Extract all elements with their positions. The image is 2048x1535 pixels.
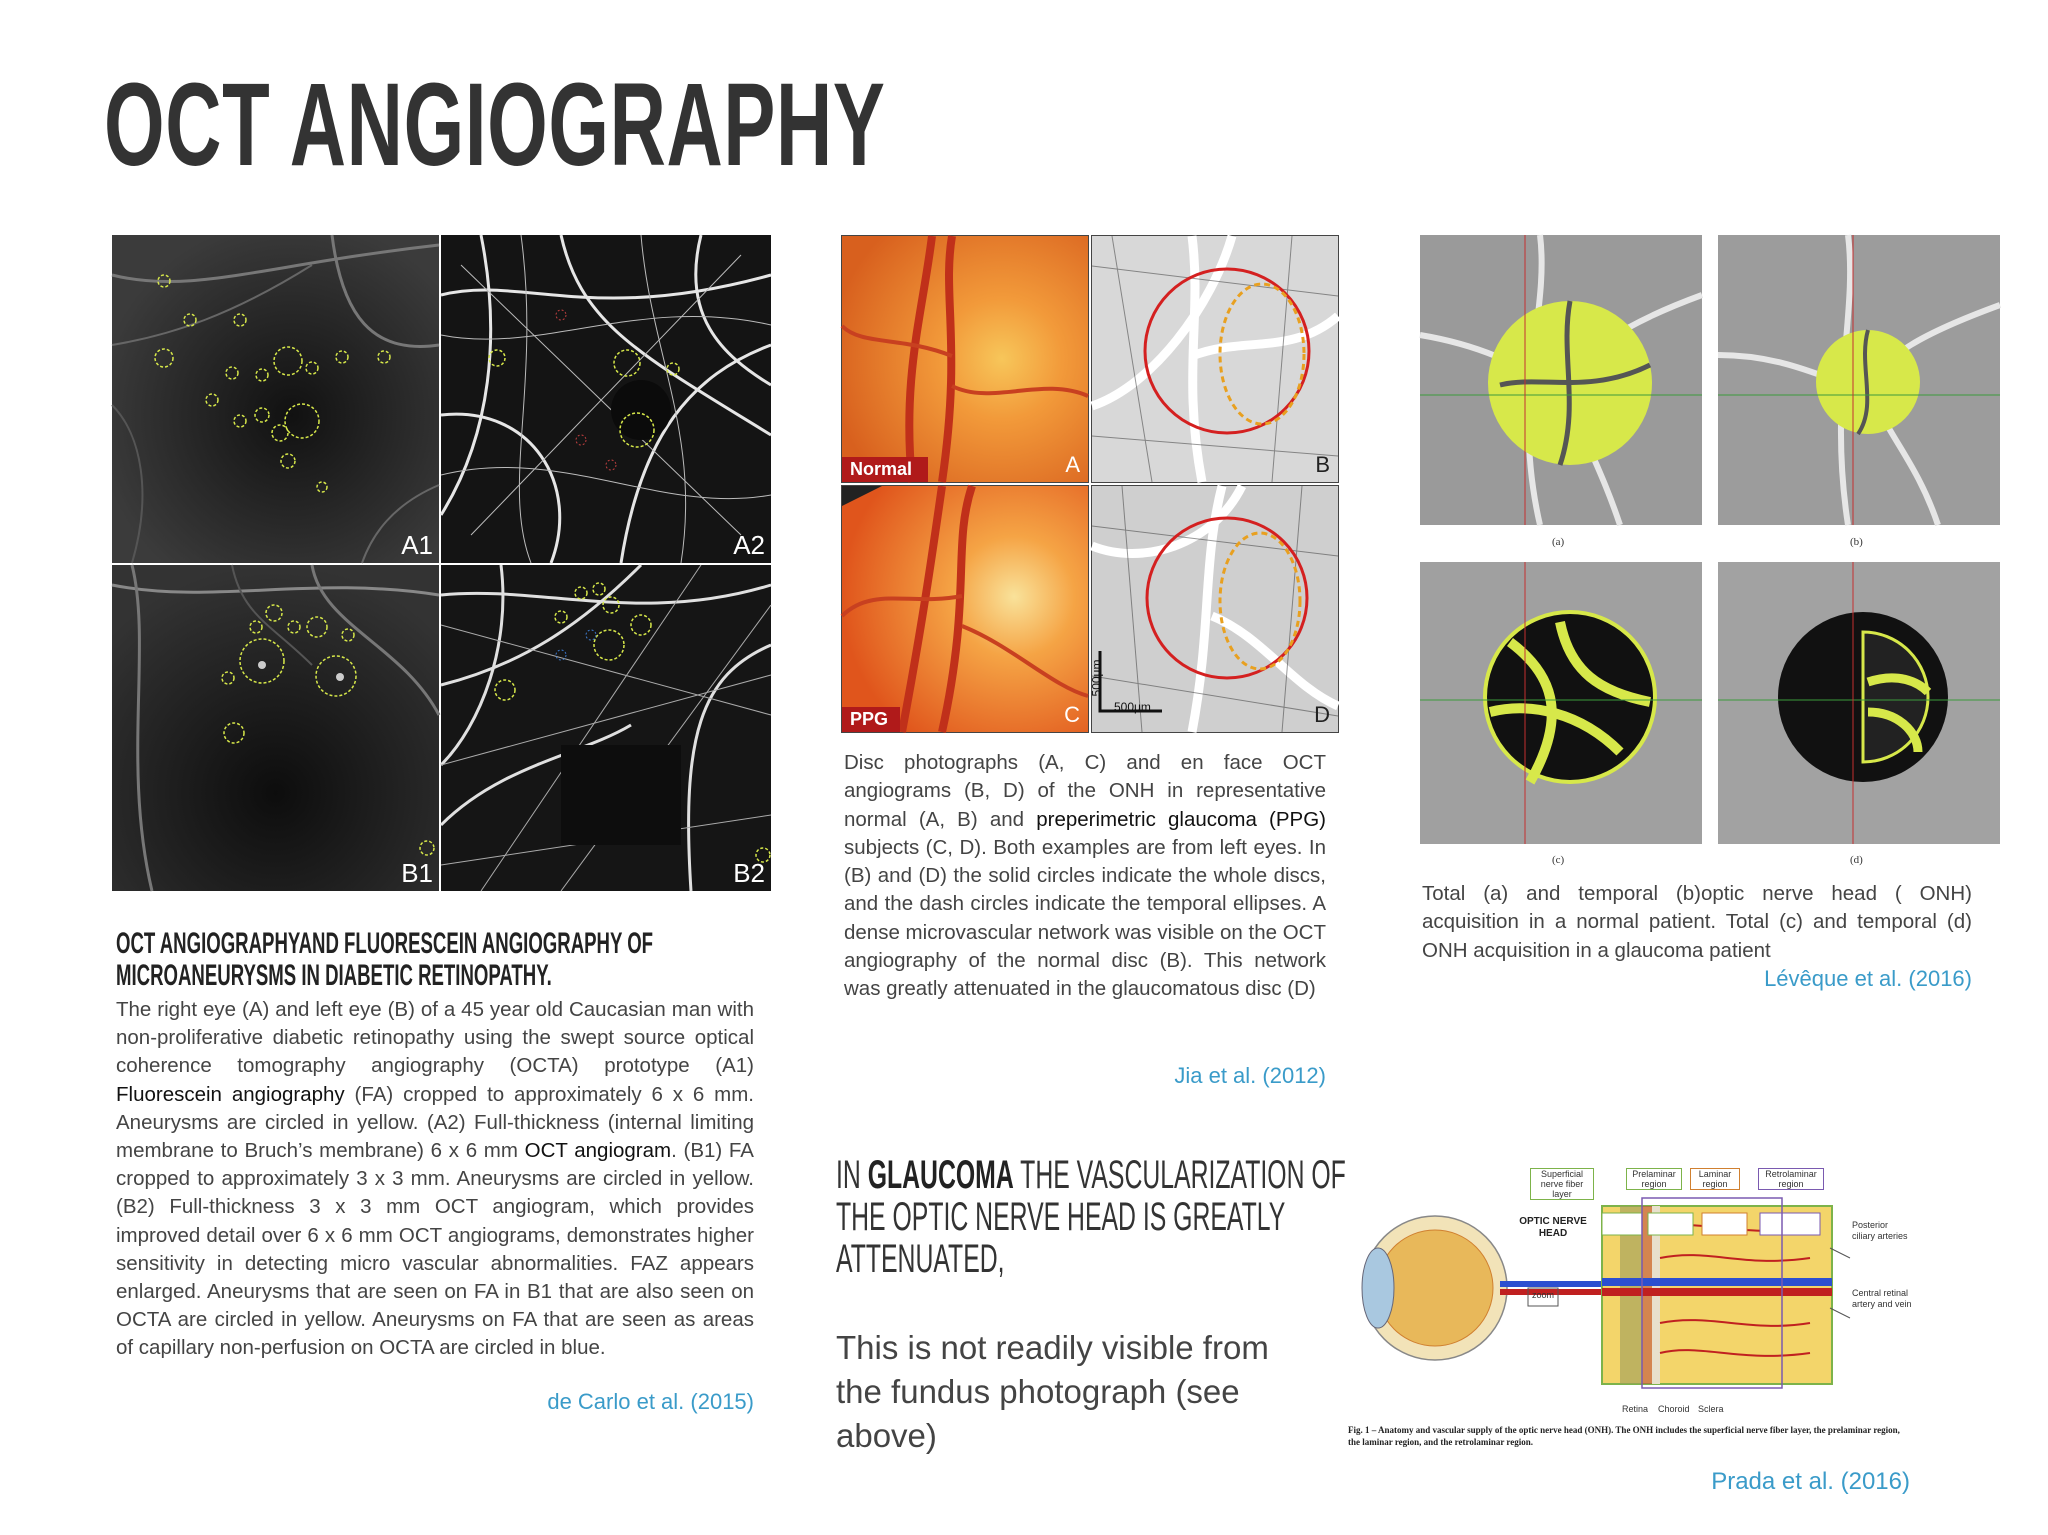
oct-angiogram-ppg — [1091, 485, 1339, 733]
oct-angiogram-normal — [1091, 235, 1339, 483]
label-ppg-badge — [842, 707, 900, 732]
onh-image — [1718, 235, 2000, 525]
figure-b1 — [112, 565, 439, 891]
onh-image — [1420, 562, 1702, 844]
figure-a1 — [112, 235, 439, 563]
left-caption-text-3: . (B1) FA cropped to approximately 3 x 3 mm. Aneurysms are circled in yellow. (B2) Full-thickness 3 x 3 mm OCT angiogram, which provides improved detail over 6 x 6 mm OCT angiograms, demonstrates higher sensitivity in detecting micro vascular abnormalities. FAZ appears enlarged. Aneurysms that are seen on FA in B1 that are also seen on OCTA are circled in yellow. Aneurysms on FA that are seen as areas of capillary non-perfusion on OCTA are circled in blue. — [116, 1139, 754, 1360]
scale-bar-vertical-label: 500μm — [1089, 659, 1104, 697]
panel-label-b1: B1 — [401, 858, 433, 888]
angiogram-image — [1092, 236, 1338, 482]
middle-caption-body — [844, 749, 1326, 1004]
label-sclera: Sclera — [1698, 1404, 1724, 1414]
sublabel-a: (a) — [1552, 536, 1565, 548]
panel-label-b2: B2 — [733, 858, 765, 888]
sublabel-c: (c) — [1552, 854, 1565, 866]
label-superficial-nfl: Superficial nerve fiber layer — [1530, 1168, 1594, 1200]
panel-label-a2: A2 — [733, 530, 765, 560]
fundus-image — [842, 236, 1088, 482]
angiogram-image — [1092, 486, 1338, 732]
letter-d: D — [1314, 702, 1330, 727]
left-caption-heading — [116, 928, 796, 992]
figure-b2 — [441, 565, 771, 891]
citation-prada[interactable]: Prada et al. (2016) — [1711, 1468, 1910, 1495]
label-central-retinal: Central retinal artery and vein — [1852, 1288, 1912, 1309]
citation-de-carlo[interactable]: de Carlo et al. (2015) — [547, 1389, 754, 1414]
letter-c: C — [1064, 702, 1080, 727]
anatomy-figure — [1340, 1158, 1960, 1434]
angiogram-image — [441, 565, 771, 891]
glaucoma-heading-line2: THE OPTIC NERVE HEAD IS GREATLY — [836, 1195, 1286, 1239]
angiogram-image — [112, 235, 439, 563]
citation-jia[interactable]: Jia et al. (2012) — [1174, 1063, 1326, 1088]
label-optic-nerve-head: OPTIC NERVE HEAD — [1519, 1216, 1587, 1239]
glaucoma-body: This is not readily visible from the fundus photograph (see above) — [836, 1329, 1269, 1454]
angiogram-image — [441, 235, 771, 563]
label-prelaminar: Prelaminar region — [1626, 1168, 1682, 1190]
onh-acquisition-d — [1718, 562, 2000, 844]
onh-acquisition-c — [1420, 562, 1702, 844]
label-normal: Normal — [850, 459, 913, 479]
panel-label-a1: A1 — [401, 530, 433, 560]
right-caption-body: Total (a) and temporal (b)optic nerve head ( ONH) acquisition in a normal patient. Total (c) and temporal (d) ONH acquisition in a glaucoma patient — [1422, 882, 1972, 962]
label-zoom: zoom — [1532, 1290, 1555, 1300]
citation-leveque[interactable]: Lévêque et al. (2016) — [1764, 966, 1972, 991]
letter-a: A — [1065, 452, 1080, 477]
label-ppg: PPG — [850, 709, 889, 729]
onh-acquisition-a — [1420, 235, 1702, 525]
middle-caption-text-1: Disc photographs (A, C) and en face OCT angiograms (B, D) of the ONH in representative normal (A, B) and — [844, 751, 1326, 831]
glaucoma-rest-line1: THE VASCULARIZATION OF — [1013, 1153, 1346, 1197]
fundus-photo-normal — [841, 235, 1089, 483]
glaucoma-prefix: IN — [836, 1153, 868, 1197]
ppg-link[interactable]: preperimetric glaucoma (PPG) — [1036, 807, 1326, 831]
fluorescein-angiography-link[interactable]: Fluorescein angiography — [116, 1082, 345, 1106]
left-caption-body — [116, 996, 754, 1363]
fundus-image — [842, 486, 1088, 732]
left-caption-heading-line2: MICROANEURYSMS IN DIABETIC RETINOPATHY. — [116, 959, 552, 992]
oct-angiogram-link[interactable]: OCT angiogram — [524, 1139, 672, 1163]
label-posterior-ciliary: Posterior ciliary arteries — [1852, 1220, 1908, 1241]
label-choroid: Choroid — [1658, 1404, 1690, 1414]
anatomy-figure-caption: Fig. 1 – Anatomy and vascular supply of the optic nerve head (ONH). The ONH includes the superficial nerve fiber layer, the prelaminar region, the laminar region, and the retrolaminar region. — [1348, 1425, 1900, 1447]
middle-caption-text-2: subjects (C, D). Both examples are from left eyes. In (B) and (D) the solid circles indicate the whole discs, and the dash circles indicate the temporal ellipses. A dense microvascular network was visible on the OCT angiography of the normal disc (B). This network was greatly attenuated in the glaucomatous disc (D) — [844, 835, 1326, 1001]
glaucoma-keyword: GLAUCOMA — [867, 1153, 1014, 1197]
onh-image — [1718, 562, 2000, 844]
page-title: OCT ANGIOGRAPHY — [104, 59, 886, 191]
left-caption-text-2: (FA) cropped to approximately 6 x 6 mm. Aneurysms are circled in yellow. (A2) Full-thickness (internal limiting membrane to Bruch’s membrane) 6 x 6 mm — [116, 1082, 754, 1163]
onh-image — [1420, 235, 1702, 525]
sublabel-b: (b) — [1850, 536, 1863, 548]
left-caption-text-1: The right eye (A) and left eye (B) of a 45 year old Caucasian man with non-proliferative diabetic retinopathy using the swept source optical coherence tomography angiography (OCTA) prototype (A1) — [116, 998, 754, 1078]
label-retina: Retina — [1622, 1404, 1649, 1414]
label-laminar: Laminar region — [1690, 1168, 1740, 1190]
label-normal-badge — [842, 457, 928, 482]
label-retrolaminar: Retrolaminar region — [1758, 1168, 1824, 1190]
glaucoma-heading-line1 — [836, 1153, 1346, 1197]
figure-a2 — [441, 235, 771, 563]
sublabel-d: (d) — [1850, 854, 1863, 866]
angiogram-image — [112, 565, 439, 891]
onh-acquisition-b — [1718, 235, 2000, 525]
scale-bar-horizontal-label: 500μm — [1114, 700, 1151, 714]
fundus-photo-ppg — [841, 485, 1089, 733]
left-caption-heading-line1: OCT ANGIOGRAPHYAND FLUORESCEIN ANGIOGRAPHY OF — [116, 927, 654, 960]
letter-b: B — [1315, 452, 1330, 477]
glaucoma-heading-line3: ATTENUATED, — [836, 1237, 1005, 1281]
